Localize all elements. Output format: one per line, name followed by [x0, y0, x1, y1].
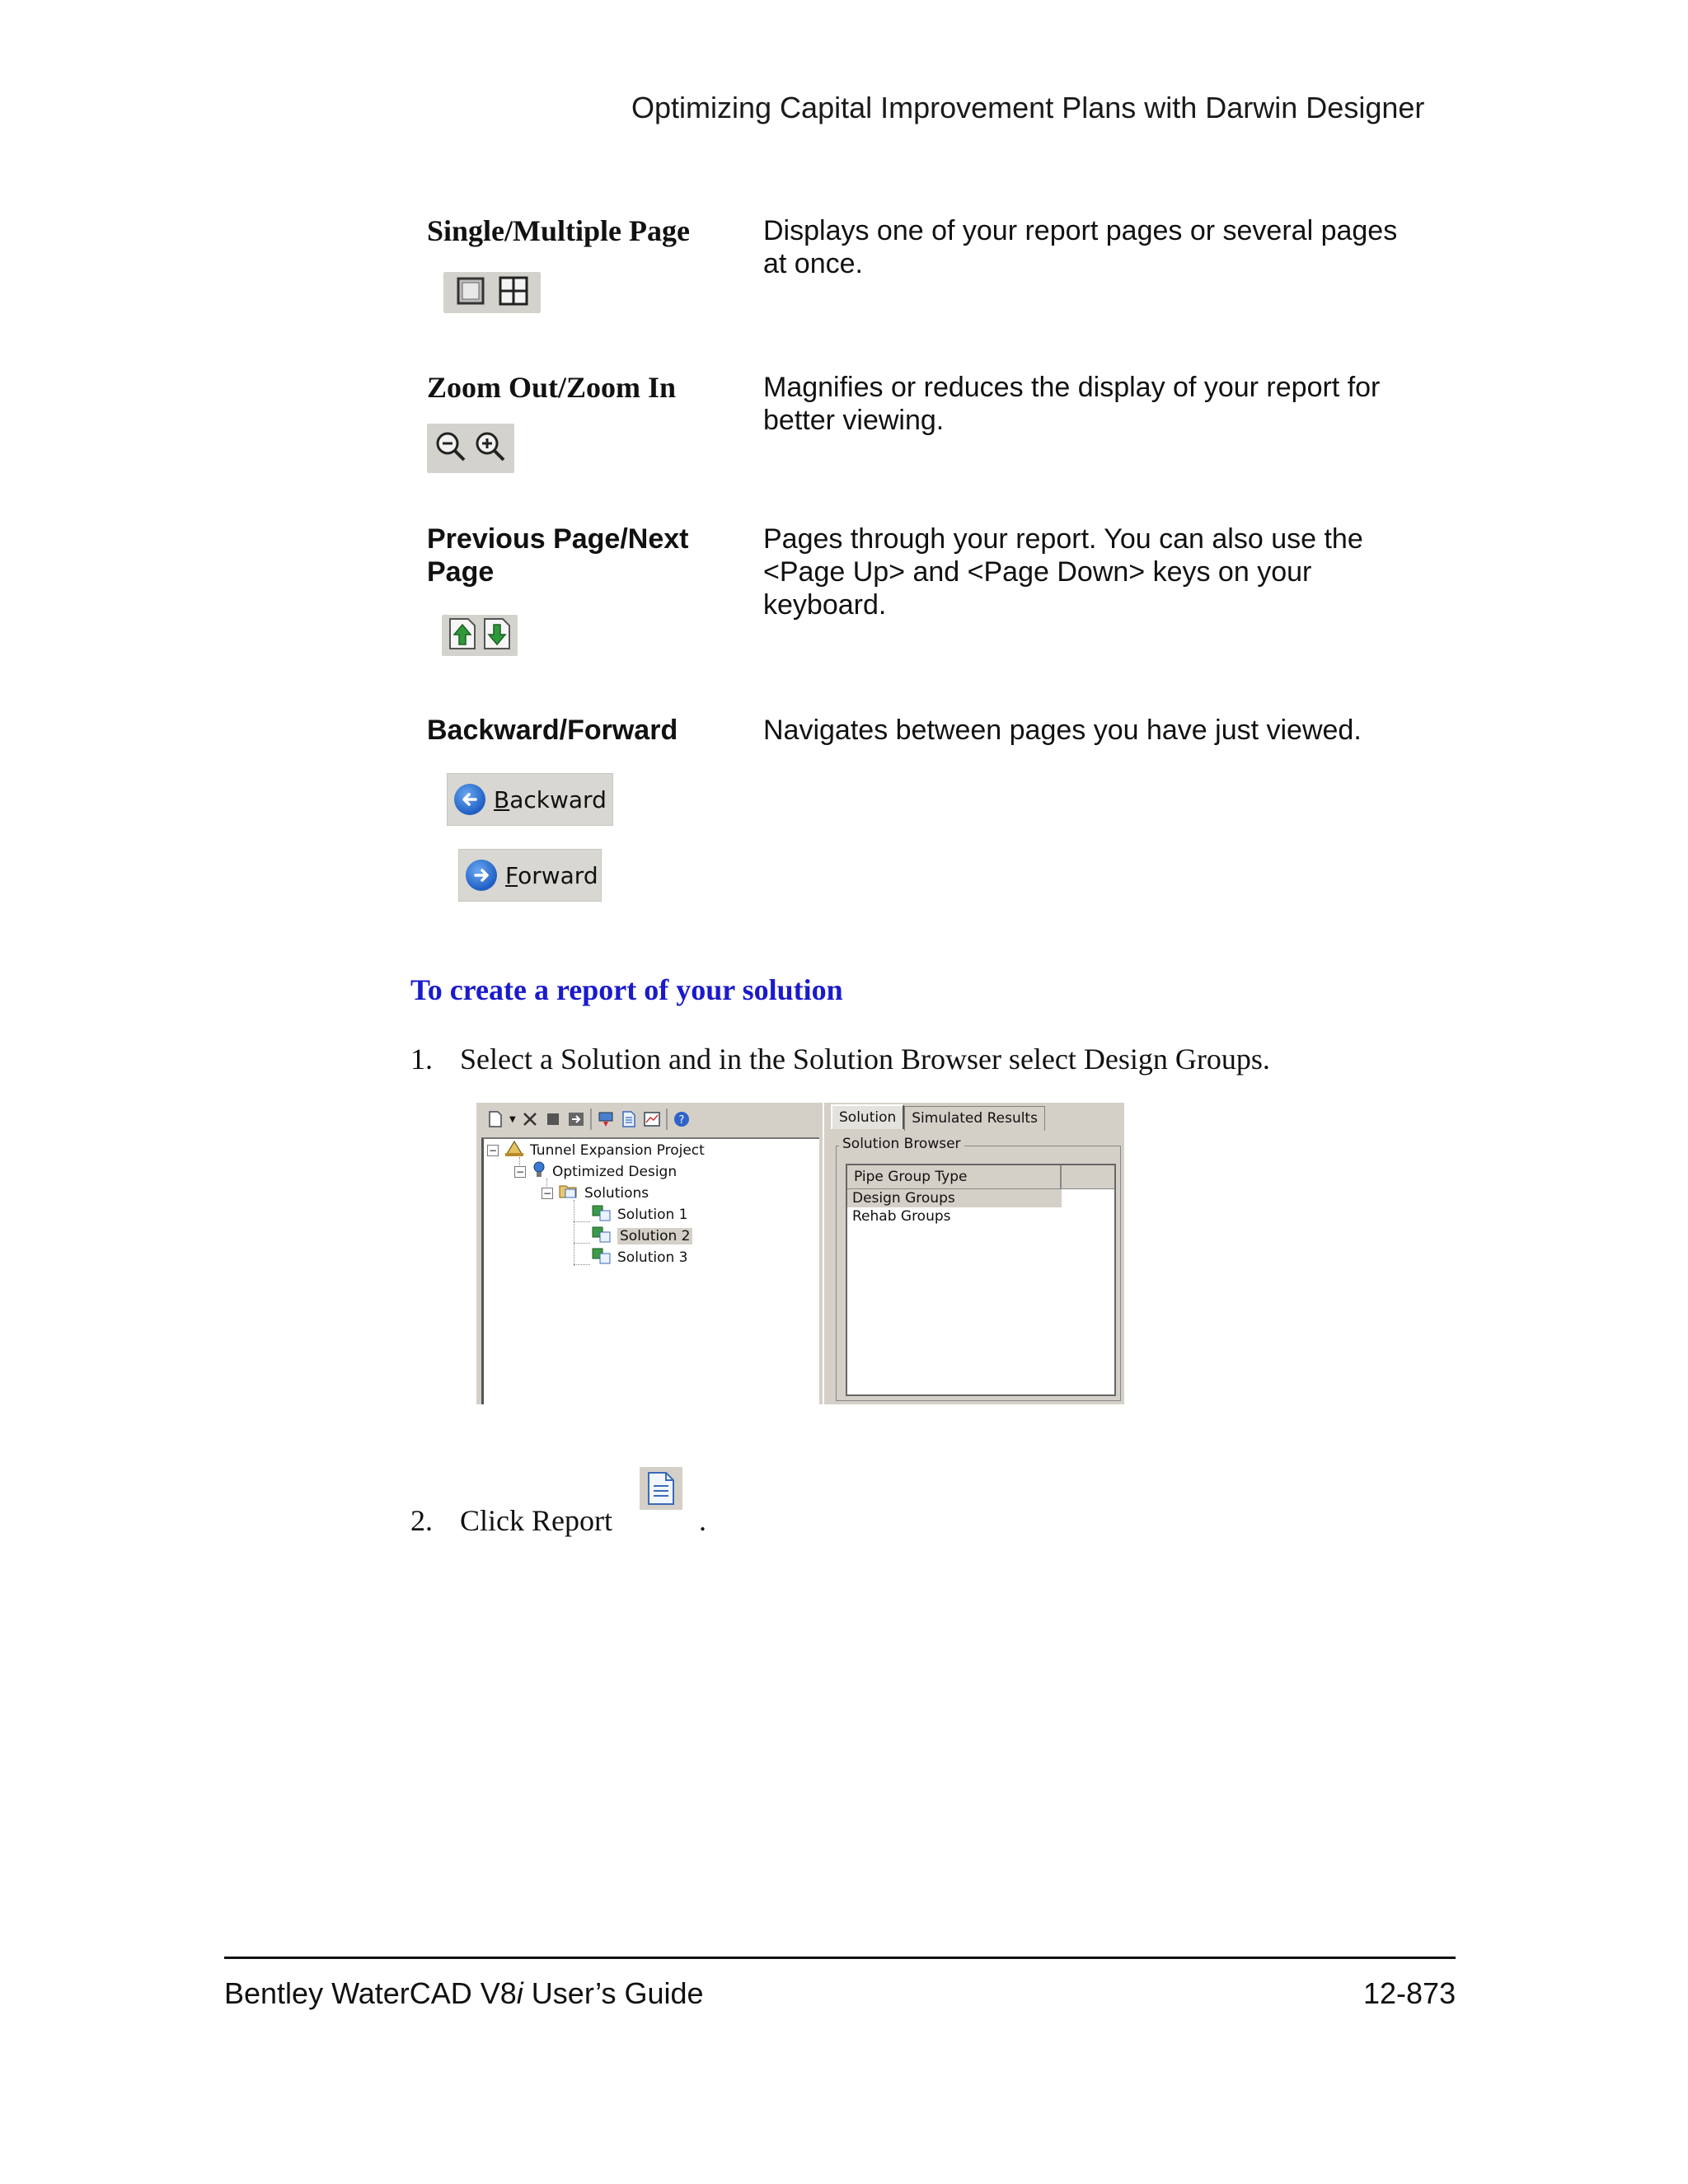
step-2-end: . — [699, 1504, 706, 1537]
solutions-folder-icon — [558, 1182, 579, 1204]
list-header — [847, 1165, 1114, 1189]
step-2 — [410, 1503, 612, 1538]
desc-backward-forward: Navigates between pages you have just viewed. — [763, 715, 1362, 746]
solution-icon — [591, 1246, 612, 1268]
delete-icon — [521, 1110, 539, 1128]
desc-single-multiple-page: Displays one of your report pages or several pages at once. — [763, 215, 1398, 279]
tree-node-solution-2[interactable]: Solution 2 — [591, 1225, 692, 1247]
procedure-heading: To create a report of your solution — [410, 973, 843, 1006]
tree-node-solution-3[interactable]: Solution 3 — [591, 1246, 687, 1268]
zoom-icons — [427, 424, 514, 473]
footer-page-number: 12-873 — [1363, 1976, 1456, 2010]
step-1 — [410, 1042, 1270, 1076]
toolbar — [476, 1103, 823, 1136]
term-zoom-out-zoom-in: Zoom Out/Zoom In — [427, 371, 677, 404]
page-nav-icons — [442, 615, 518, 656]
step-2-number: 2. — [410, 1504, 433, 1537]
graph-icon — [643, 1110, 661, 1128]
help-icon — [673, 1110, 691, 1128]
export-icon — [567, 1110, 585, 1128]
multiple-page-icon — [498, 275, 529, 311]
single-page-icon — [455, 275, 486, 311]
page-header-title: Optimizing Capital Improvement Plans with Darwin Designer — [631, 91, 1425, 124]
darwin-designer-screenshot — [476, 1103, 1124, 1404]
svg-text:?: ? — [678, 1114, 685, 1127]
tree-node-solutions[interactable]: − Solutions — [542, 1182, 649, 1204]
step-1-number: 1. — [410, 1043, 433, 1076]
tab-solution[interactable]: Solution — [831, 1104, 904, 1129]
solution-browser-title: Solution Browser — [839, 1136, 964, 1152]
report-icon — [640, 1467, 682, 1510]
single-multiple-page-icons — [443, 272, 541, 313]
tree-node-project[interactable]: − Tunnel Expansion Project — [487, 1139, 705, 1161]
project-icon — [504, 1139, 525, 1161]
column-header-pipe-group-type[interactable]: Pipe Group Type — [847, 1165, 1062, 1188]
forward-button — [458, 849, 602, 902]
dropdown-arrow-icon: ▼ — [509, 1114, 516, 1124]
backward-button — [447, 773, 613, 826]
report-toolbar-icon — [620, 1110, 638, 1128]
backward-label: Backward — [494, 785, 607, 813]
previous-page-icon — [448, 616, 477, 655]
term-single-multiple-page: Single/Multiple Page — [427, 214, 690, 247]
pipe-group-list — [846, 1164, 1116, 1396]
solutions-pane — [476, 1103, 823, 1404]
back-arrow-icon — [454, 784, 485, 815]
list-item-rehab-groups[interactable]: Rehab Groups — [852, 1208, 951, 1225]
term-backward-forward: Backward/Forward — [427, 715, 678, 746]
solution-browser-pane — [823, 1103, 1124, 1404]
solution-icon — [591, 1225, 612, 1247]
collapse-toggle[interactable]: − — [542, 1187, 552, 1199]
solution-tree — [481, 1137, 819, 1404]
footer-book-title: Bentley WaterCAD V8i User’s Guide — [224, 1976, 704, 2010]
term-previous-next-page: Previous Page/Next Page — [427, 523, 689, 588]
forward-label: Forward — [505, 861, 598, 889]
zoom-out-icon — [434, 430, 467, 467]
stop-icon — [544, 1110, 562, 1128]
tree-node-solution-1[interactable]: Solution 1 — [591, 1203, 687, 1226]
tab-simulated-results[interactable]: Simulated Results — [904, 1106, 1045, 1131]
new-icon — [486, 1110, 504, 1128]
next-page-icon — [482, 616, 512, 655]
compute-icon — [597, 1110, 615, 1128]
list-item-design-groups[interactable]: Design Groups — [847, 1189, 1062, 1207]
desc-previous-next-page: Pages through your report. You can also use the <Page Up> and <Page Down> keys on your keyboard. — [763, 523, 1363, 621]
zoom-in-icon — [474, 430, 507, 467]
desc-zoom-out-zoom-in: Magnifies or reduces the display of your report for better viewing. — [763, 372, 1381, 436]
tab-strip — [831, 1106, 1045, 1131]
toolbar-separator — [666, 1108, 668, 1130]
forward-arrow-icon — [466, 860, 497, 891]
step-1-text: Select a Solution and in the Solution Browser select Design Groups. — [460, 1043, 1270, 1076]
toolbar-separator — [590, 1108, 592, 1130]
design-icon — [531, 1160, 547, 1183]
footer-divider — [224, 1957, 1456, 1959]
collapse-toggle[interactable]: − — [515, 1165, 525, 1178]
column-header-empty — [1062, 1165, 1114, 1188]
tree-node-optimized-design[interactable]: − Optimized Design — [514, 1160, 677, 1183]
collapse-toggle[interactable]: − — [488, 1144, 498, 1156]
solution-icon — [591, 1203, 612, 1226]
step-2-text: Click Report — [460, 1504, 612, 1537]
